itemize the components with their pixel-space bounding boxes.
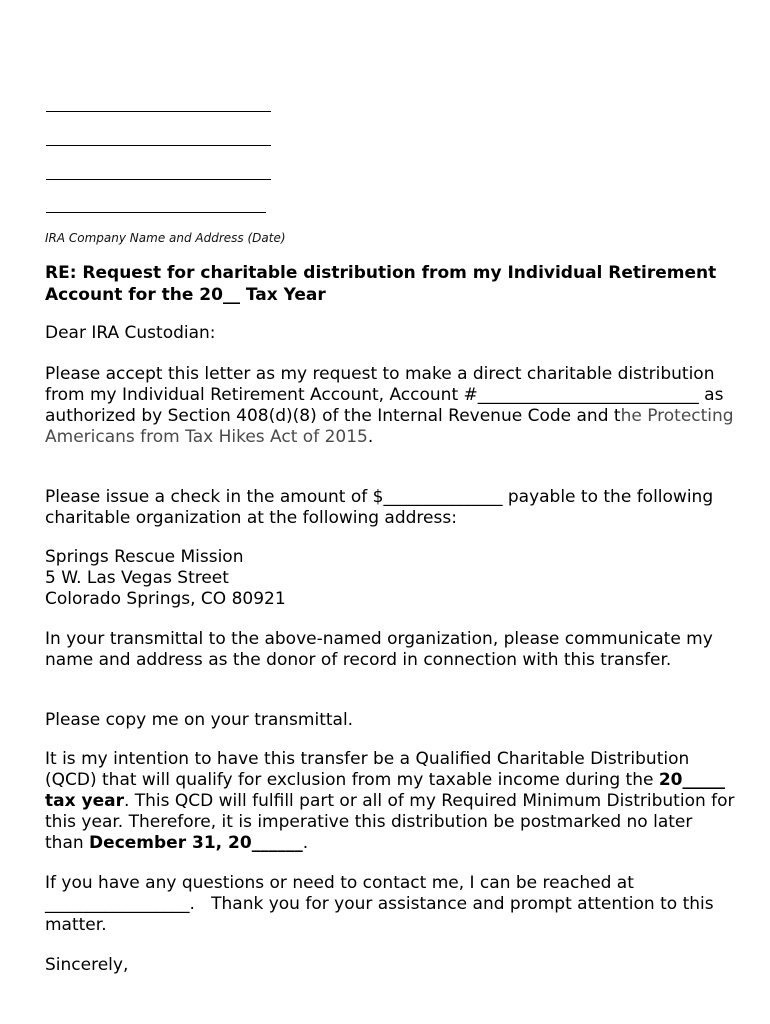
salutation: Dear IRA Custodian: bbox=[45, 323, 216, 343]
account-number-blank[interactable]: __________________________ bbox=[477, 385, 699, 405]
deadline-date[interactable]: December 31, 20______ bbox=[89, 833, 303, 853]
paragraph-request bbox=[45, 364, 740, 448]
contact-blank[interactable]: _________________ bbox=[45, 894, 190, 914]
paragraph-contact bbox=[45, 873, 735, 936]
para5-end: . bbox=[302, 833, 309, 853]
letter-heading: RE: Request for charitable distribution from my Individual Retirement Account for the 20__ Tax Year bbox=[45, 263, 717, 305]
para2-text-2: payable to the following charitable organization at the following address: bbox=[45, 487, 719, 528]
act-reference: he Protecting Americans from Tax Hikes Act of 2015 bbox=[45, 406, 740, 447]
organization-name: Springs Rescue Mission bbox=[45, 547, 244, 567]
address-line-4[interactable] bbox=[46, 212, 266, 213]
organization-address bbox=[45, 547, 735, 610]
address-line-1[interactable] bbox=[46, 111, 271, 112]
para1-text-2: as authorized by Section 408(d)(8) of the Internal Revenue Code and t bbox=[45, 385, 729, 426]
organization-city: Colorado Springs, CO 80921 bbox=[45, 589, 286, 609]
paragraph-qcd bbox=[45, 749, 740, 854]
paragraph-transmittal: In your transmittal to the above-named organization, please communicate my name and address as the donor of record in connection with this transfer. bbox=[45, 629, 719, 670]
tax-year-blank[interactable]: 20_____ tax year bbox=[45, 770, 731, 811]
para6-text-2: . Thank you for your assistance and prompt attention to this matter. bbox=[45, 894, 720, 935]
address-line-3[interactable] bbox=[46, 179, 271, 180]
para6-text: If you have any questions or need to contact me, I can be reached at bbox=[45, 873, 640, 893]
para1-end: . bbox=[367, 427, 374, 447]
para5-text: It is my intention to have this transfer be a Qualified Charitable Distribution (QCD) that will qualify for exclusion from my taxable income during the bbox=[45, 749, 695, 790]
organization-street: 5 W. Las Vegas Street bbox=[45, 568, 229, 588]
amount-blank[interactable]: ______________ bbox=[383, 487, 503, 507]
paragraph-copy: Please copy me on your transmittal. bbox=[45, 710, 354, 730]
para2-text: Please issue a check in the amount of $ bbox=[45, 487, 384, 507]
paragraph-amount bbox=[45, 487, 735, 529]
para5-text-2: . This QCD will fulfill part or all of my Required Minimum Distribution for this year. Therefore, it is imperative this distribution be postmarked no later than bbox=[45, 791, 740, 853]
para1-text: Please accept this letter as my request to make a direct charitable distribution from my Individual Retirement Account, Account # bbox=[45, 364, 720, 405]
address-caption: IRA Company Name and Address (Date) bbox=[45, 231, 286, 245]
address-line-2[interactable] bbox=[46, 145, 271, 146]
closing: Sincerely, bbox=[45, 955, 129, 975]
